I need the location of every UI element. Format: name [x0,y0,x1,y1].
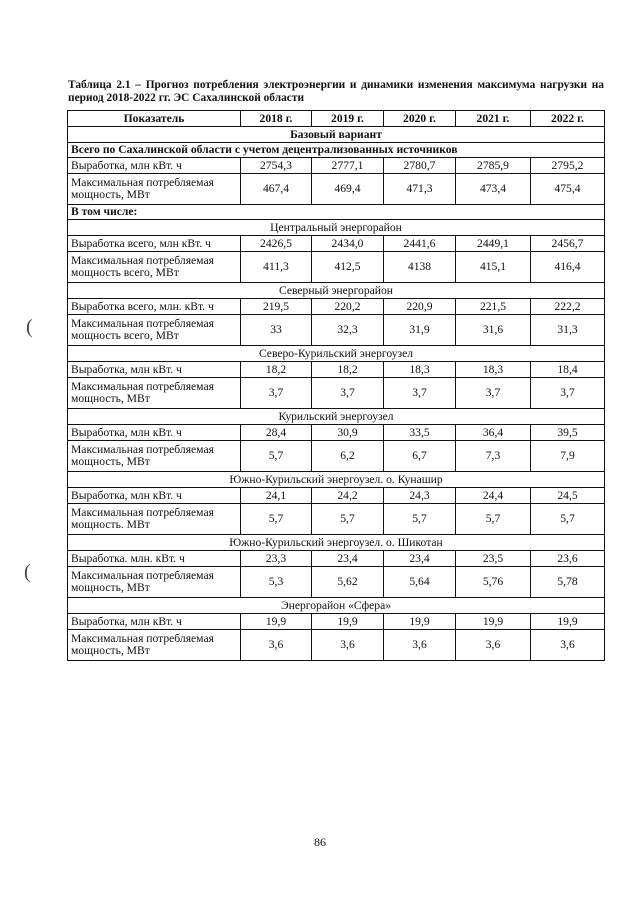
cell-value: 7,3 [456,441,531,472]
table-row [68,158,605,174]
cell-value: 7,9 [531,441,605,472]
including-row [68,205,605,220]
cell-value: 3,7 [241,378,312,409]
total-title: Всего по Сахалинской области с учетом децентрализованных источников [68,143,605,158]
cell-value: 19,9 [241,614,312,630]
cell-value: 23,3 [241,551,312,567]
section-title-row [68,472,605,488]
cell-value: 415,1 [456,252,531,283]
cell-value: 23,5 [456,551,531,567]
cell-value: 3,7 [312,378,384,409]
cell-value: 23,4 [384,551,456,567]
cell-value: 31,3 [531,315,605,346]
cell-value: 33 [241,315,312,346]
cell-value: 5,76 [456,567,531,598]
cell-value: 5,3 [241,567,312,598]
cell-value: 2780,7 [384,158,456,174]
forecast-table [67,110,605,661]
table-row [68,362,605,378]
table-row [68,504,605,535]
cell-value: 33,5 [384,425,456,441]
row-label: Максимальная потребляемая мощность, МВт [68,378,241,409]
cell-value: 19,9 [384,614,456,630]
cell-value: 18,4 [531,362,605,378]
cell-value: 2785,9 [456,158,531,174]
cell-value: 24,2 [312,488,384,504]
row-label: Выработка, млн кВт. ч [68,614,241,630]
header-year: 2019 г. [312,111,384,127]
row-label: Максимальная потребляемая мощность, МВт [68,441,241,472]
cell-value: 219,5 [241,299,312,315]
section-title-row [68,598,605,614]
row-label: Максимальная потребляемая мощность всего, МВт [68,252,241,283]
row-label: Максимальная потребляемая мощность, МВт [68,174,241,205]
table-row [68,174,605,205]
cell-value: 5,64 [384,567,456,598]
cell-value: 411,3 [241,252,312,283]
cell-value: 221,5 [456,299,531,315]
cell-value: 416,4 [531,252,605,283]
cell-value: 3,6 [456,630,531,661]
table-row [68,236,605,252]
cell-value: 5,7 [531,504,605,535]
table-row [68,567,605,598]
table-row [68,299,605,315]
row-label: Максимальная потребляемая мощность, МВт [68,567,241,598]
cell-value: 5,7 [456,504,531,535]
header-year: 2020 г. [384,111,456,127]
cell-value: 24,1 [241,488,312,504]
cell-value: 2456,7 [531,236,605,252]
page-number: 86 [314,835,326,849]
cell-value: 28,4 [241,425,312,441]
cell-value: 5,7 [241,441,312,472]
section-title: Центральный энергорайон [68,220,605,236]
section-title: Северный энергорайон [68,283,605,299]
cell-value: 2434,0 [312,236,384,252]
cell-value: 467,4 [241,174,312,205]
cell-value: 31,9 [384,315,456,346]
cell-value: 32,3 [312,315,384,346]
cell-value: 23,4 [312,551,384,567]
table-row [68,630,605,661]
cell-value: 222,2 [531,299,605,315]
table-row [68,441,605,472]
cell-value: 4138 [384,252,456,283]
section-title: Курильский энергоузел [68,409,605,425]
cell-value: 3,7 [456,378,531,409]
cell-value: 36,4 [456,425,531,441]
row-label: Выработка, млн кВт. ч [68,488,241,504]
cell-value: 19,9 [531,614,605,630]
cell-value: 18,3 [384,362,456,378]
cell-value: 18,2 [241,362,312,378]
cell-value: 3,6 [531,630,605,661]
cell-value: 24,3 [384,488,456,504]
row-label: Максимальная потребляемая мощность. МВт [68,504,241,535]
section-title-row [68,535,605,551]
cell-value: 3,6 [241,630,312,661]
cell-value: 2449,1 [456,236,531,252]
cell-value: 2441,6 [384,236,456,252]
section-title-row [68,346,605,362]
cell-value: 39,5 [531,425,605,441]
cell-value: 31,6 [456,315,531,346]
cell-value: 6,2 [312,441,384,472]
section-title-row [68,220,605,236]
table-row [68,315,605,346]
section-title: Южно-Курильский энергоузел. о. Кунашир [68,472,605,488]
cell-value: 5,7 [241,504,312,535]
including-label: В том числе: [68,205,605,220]
cell-value: 3,7 [384,378,456,409]
cell-value: 2795,2 [531,158,605,174]
table-caption: Таблица 2.1 – Прогноз потребления электроэнергии и динамики изменения максимума нагрузки на период 2018-2022 гг. ЭС Сахалинской области [68,79,604,104]
cell-value: 471,3 [384,174,456,205]
cell-value: 19,9 [456,614,531,630]
binding-mark: ( [24,561,31,583]
cell-value: 3,7 [531,378,605,409]
table-row [68,378,605,409]
variant-title: Базовый вариант [68,127,605,143]
section-title: Северо-Курильский энергоузел [68,346,605,362]
cell-value: 3,6 [312,630,384,661]
section-title-row [68,409,605,425]
header-row [68,111,605,127]
cell-value: 24,4 [456,488,531,504]
cell-value: 30,9 [312,425,384,441]
cell-value: 5,7 [312,504,384,535]
table-row [68,252,605,283]
cell-value: 469,4 [312,174,384,205]
cell-value: 23,6 [531,551,605,567]
cell-value: 473,4 [456,174,531,205]
cell-value: 18,2 [312,362,384,378]
header-year: 2018 г. [241,111,312,127]
section-title-row [68,283,605,299]
cell-value: 412,5 [312,252,384,283]
cell-value: 475,4 [531,174,605,205]
cell-value: 3,6 [384,630,456,661]
cell-value: 5,78 [531,567,605,598]
cell-value: 220,2 [312,299,384,315]
cell-value: 2754,3 [241,158,312,174]
binding-mark: ( [26,316,33,338]
section-title: Энергорайон «Сфера» [68,598,605,614]
row-label: Максимальная потребляемая мощность всего, МВт [68,315,241,346]
variant-title-row [68,127,605,143]
table-row [68,614,605,630]
cell-value: 5,7 [384,504,456,535]
header-indicator: Показатель [68,111,241,127]
table-row [68,551,605,567]
row-label: Выработка всего, млн кВт. ч [68,236,241,252]
row-label: Выработка всего, млн. кВт. ч [68,299,241,315]
cell-value: 2777,1 [312,158,384,174]
header-year: 2022 г. [531,111,605,127]
row-label: Выработка. млн. кВт. ч [68,551,241,567]
header-year: 2021 г. [456,111,531,127]
cell-value: 24,5 [531,488,605,504]
row-label: Выработка, млн кВт. ч [68,425,241,441]
total-title-row [68,143,605,158]
cell-value: 19,9 [312,614,384,630]
table-row [68,425,605,441]
cell-value: 6,7 [384,441,456,472]
cell-value: 5,62 [312,567,384,598]
cell-value: 220,9 [384,299,456,315]
section-title: Южно-Курильский энергоузел. о. Шикотан [68,535,605,551]
row-label: Выработка, млн кВт. ч [68,362,241,378]
cell-value: 2426,5 [241,236,312,252]
table-row [68,488,605,504]
row-label: Максимальная потребляемая мощность, МВт [68,630,241,661]
cell-value: 18,3 [456,362,531,378]
row-label: Выработка, млн кВт. ч [68,158,241,174]
